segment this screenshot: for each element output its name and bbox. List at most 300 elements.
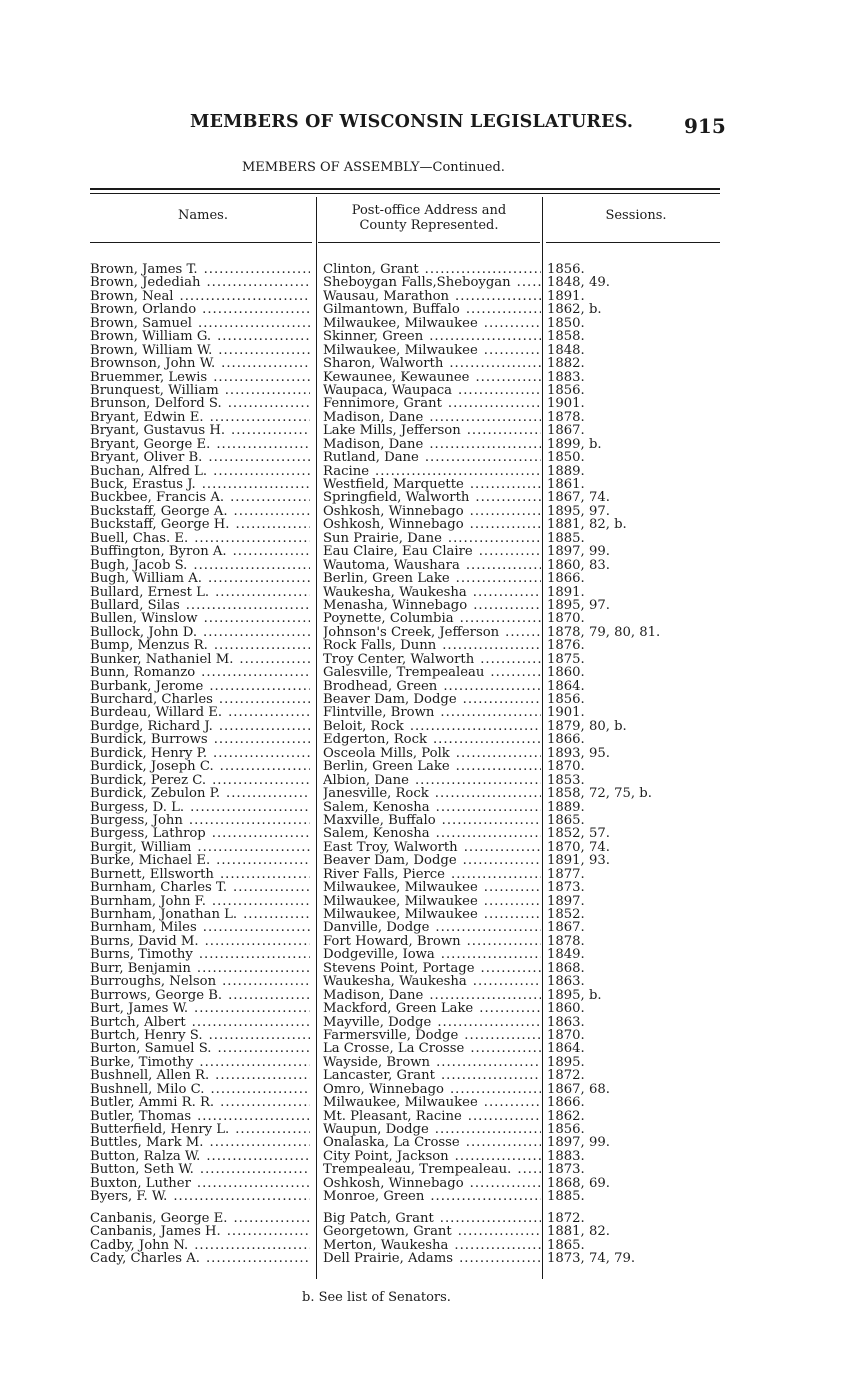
dot-leader bbox=[484, 895, 541, 908]
member-name-text: Burnham, Miles bbox=[90, 921, 197, 935]
member-name-text: Burtch, Henry S. bbox=[90, 1028, 203, 1043]
member-address bbox=[323, 290, 541, 303]
member-sessions bbox=[547, 975, 717, 988]
dot-leader bbox=[429, 989, 541, 1002]
dot-leader bbox=[484, 908, 541, 921]
dot-leader bbox=[467, 935, 541, 948]
member-sessions bbox=[547, 841, 717, 854]
member-sessions-text: 1895, 97. bbox=[547, 504, 610, 519]
member-name bbox=[90, 935, 310, 948]
dot-leader bbox=[456, 572, 541, 585]
member-name-text: Buchan, Alfred L. bbox=[90, 464, 208, 479]
member-name-text: Butterfield, Henry L. bbox=[90, 1123, 230, 1137]
member-address-text: Stevens Point, Portage bbox=[323, 961, 475, 976]
dot-leader bbox=[425, 263, 541, 276]
member-name-text: Butler, Ammi R. R. bbox=[90, 1096, 215, 1110]
member-name bbox=[90, 1150, 310, 1163]
dot-leader bbox=[458, 384, 541, 397]
member-sessions bbox=[547, 653, 717, 666]
member-sessions-text: 1866. bbox=[547, 733, 585, 747]
member-address bbox=[323, 505, 541, 518]
member-address-text: La Crosse, La Crosse bbox=[323, 1042, 465, 1056]
dot-leader bbox=[230, 491, 310, 504]
table-row bbox=[0, 1190, 859, 1203]
dot-leader bbox=[479, 545, 541, 558]
column-header-address-line1: Post-office Address and bbox=[351, 203, 507, 218]
member-name bbox=[90, 962, 310, 975]
member-address bbox=[323, 1069, 541, 1082]
member-address bbox=[323, 371, 541, 384]
dot-leader bbox=[206, 1252, 310, 1265]
member-sessions bbox=[547, 921, 717, 934]
member-name bbox=[90, 801, 310, 814]
member-address-text: Milwaukee, Milwaukee bbox=[323, 1096, 478, 1110]
member-sessions bbox=[547, 451, 717, 464]
dot-leader bbox=[473, 586, 541, 599]
dot-leader bbox=[234, 505, 310, 518]
table-top-rule bbox=[90, 188, 720, 190]
member-address bbox=[323, 747, 541, 760]
dot-leader bbox=[212, 827, 310, 840]
member-name-text: Brunquest, William bbox=[90, 383, 219, 398]
member-address bbox=[323, 572, 541, 585]
table-row bbox=[0, 801, 859, 814]
member-name bbox=[90, 572, 310, 585]
table-row bbox=[0, 465, 859, 478]
member-address-text: Skinner, Green bbox=[323, 330, 424, 344]
member-name-text: Button, Ralza W. bbox=[90, 1149, 201, 1164]
member-name bbox=[90, 276, 310, 289]
member-name-text: Buck, Erastus J. bbox=[90, 478, 196, 492]
dot-leader bbox=[437, 1016, 541, 1029]
member-name-text: Bullard, Silas bbox=[90, 598, 180, 613]
dot-leader bbox=[225, 384, 310, 397]
member-name bbox=[90, 451, 310, 464]
member-sessions-text: 1897, 99. bbox=[547, 1136, 610, 1150]
member-name bbox=[90, 532, 310, 545]
member-name-text: Bullock, John D. bbox=[90, 625, 198, 640]
member-name bbox=[90, 1225, 310, 1238]
member-address bbox=[323, 1110, 541, 1123]
member-address-text: Rutland, Dane bbox=[323, 451, 419, 465]
member-name bbox=[90, 1016, 310, 1029]
dot-leader bbox=[216, 854, 310, 867]
table-row bbox=[0, 572, 859, 585]
member-address bbox=[323, 1177, 541, 1190]
member-address-text: Springfield, Walworth bbox=[323, 491, 470, 505]
member-sessions bbox=[547, 599, 717, 612]
dot-leader bbox=[173, 1190, 310, 1203]
member-sessions bbox=[547, 411, 717, 424]
member-name-text: Brown, Jedediah bbox=[90, 276, 201, 290]
table-row bbox=[0, 787, 859, 800]
dot-leader bbox=[216, 438, 310, 451]
member-sessions-text: 1860. bbox=[547, 1002, 585, 1016]
member-sessions bbox=[547, 935, 717, 948]
table-row bbox=[0, 1029, 859, 1042]
member-sessions bbox=[547, 787, 717, 800]
member-sessions bbox=[547, 559, 717, 572]
table-row bbox=[0, 989, 859, 1002]
table-row bbox=[0, 1163, 859, 1176]
member-address bbox=[323, 639, 541, 652]
dot-leader bbox=[463, 693, 541, 706]
member-sessions-text: 1881, 82, b. bbox=[547, 518, 627, 532]
member-name-text: Burgess, John bbox=[90, 813, 183, 828]
member-address-text: Beloit, Rock bbox=[323, 719, 404, 734]
table-row bbox=[0, 411, 859, 424]
member-address-text: Omro, Winnebago bbox=[323, 1082, 444, 1097]
member-name-text: Burdick, Perez C. bbox=[90, 773, 207, 788]
member-address bbox=[323, 666, 541, 679]
member-name bbox=[90, 505, 310, 518]
member-sessions bbox=[547, 1123, 717, 1136]
member-sessions-text: 1878, 79, 80, 81. bbox=[547, 625, 661, 640]
member-sessions bbox=[547, 680, 717, 693]
member-name-text: Burroughs, Nelson bbox=[90, 975, 217, 989]
member-name-text: Byers, F. W. bbox=[90, 1190, 168, 1204]
dot-leader bbox=[199, 1056, 310, 1069]
member-address bbox=[323, 720, 541, 733]
member-name bbox=[90, 1123, 310, 1136]
table-row bbox=[0, 868, 859, 881]
member-name bbox=[90, 653, 310, 666]
member-name bbox=[90, 1163, 310, 1176]
table-row bbox=[0, 317, 859, 330]
dot-leader bbox=[228, 397, 310, 410]
member-name-text: Bullard, Ernest L. bbox=[90, 585, 210, 599]
member-address bbox=[323, 384, 541, 397]
member-sessions bbox=[547, 518, 717, 531]
member-sessions-text: 1891. bbox=[547, 585, 585, 599]
dot-leader bbox=[202, 478, 310, 491]
member-address bbox=[323, 1083, 541, 1096]
dot-leader bbox=[481, 962, 541, 975]
member-sessions bbox=[547, 733, 717, 746]
member-name-text: Bryant, George E. bbox=[90, 437, 211, 452]
member-name bbox=[90, 344, 310, 357]
member-sessions bbox=[547, 720, 717, 733]
dot-leader bbox=[239, 653, 310, 666]
member-name bbox=[90, 921, 310, 934]
dot-leader bbox=[227, 1225, 310, 1238]
member-address bbox=[323, 962, 541, 975]
member-name bbox=[90, 948, 310, 961]
member-name bbox=[90, 626, 310, 639]
table-row bbox=[0, 397, 859, 410]
member-address-text: Waupun, Dodge bbox=[323, 1123, 429, 1137]
dot-leader bbox=[213, 465, 310, 478]
member-name-text: Burtch, Albert bbox=[90, 1015, 186, 1029]
member-name bbox=[90, 1042, 310, 1055]
member-sessions-text: 1858, 72, 75, b. bbox=[547, 787, 652, 801]
member-address bbox=[323, 989, 541, 1002]
dot-leader bbox=[209, 680, 310, 693]
member-address-text: Galesville, Trempealeau bbox=[323, 666, 485, 680]
dot-leader bbox=[436, 1056, 541, 1069]
member-name-text: Bump, Menzus R. bbox=[90, 639, 208, 653]
member-name-text: Brown, Orlando bbox=[90, 303, 197, 317]
dot-leader bbox=[194, 532, 310, 545]
member-address-text: Mayville, Dodge bbox=[323, 1015, 432, 1029]
table-row bbox=[0, 1016, 859, 1029]
member-address bbox=[323, 921, 541, 934]
dot-leader bbox=[436, 801, 541, 814]
member-address bbox=[323, 1029, 541, 1042]
table-row bbox=[0, 1110, 859, 1123]
header-underline-names bbox=[90, 242, 312, 243]
dot-leader bbox=[517, 1163, 541, 1176]
member-address bbox=[323, 612, 541, 625]
member-address bbox=[323, 586, 541, 599]
dot-leader bbox=[464, 1029, 541, 1042]
member-name-text: Bunn, Romanzo bbox=[90, 666, 196, 680]
member-name bbox=[90, 854, 310, 867]
member-address bbox=[323, 478, 541, 491]
table-row bbox=[0, 1136, 859, 1149]
member-sessions-text: 1870, 74. bbox=[547, 840, 610, 855]
dot-leader bbox=[213, 747, 310, 760]
member-name-text: Cady, Charles A. bbox=[90, 1251, 200, 1266]
dot-leader bbox=[220, 868, 310, 881]
table-row bbox=[0, 1123, 859, 1136]
table-row bbox=[0, 518, 859, 531]
member-address bbox=[323, 801, 541, 814]
dot-leader bbox=[190, 801, 310, 814]
member-name bbox=[90, 612, 310, 625]
member-sessions bbox=[547, 693, 717, 706]
member-sessions bbox=[547, 1042, 717, 1055]
dot-leader bbox=[214, 639, 310, 652]
member-address bbox=[323, 881, 541, 894]
member-sessions-text: 1891. bbox=[547, 289, 585, 304]
dot-leader bbox=[214, 733, 310, 746]
dot-leader bbox=[206, 276, 310, 289]
member-address bbox=[323, 693, 541, 706]
member-sessions-text: 1856. bbox=[547, 263, 585, 277]
dot-leader bbox=[217, 330, 310, 343]
member-name-text: Burnett, Ellsworth bbox=[90, 867, 214, 882]
dot-leader bbox=[435, 787, 541, 800]
member-name-text: Buell, Chas. E. bbox=[90, 531, 189, 546]
dot-leader bbox=[470, 1042, 541, 1055]
member-address-text: Maxville, Buffalo bbox=[323, 813, 436, 828]
dot-leader bbox=[442, 814, 541, 827]
table-row bbox=[0, 371, 859, 384]
dot-leader bbox=[470, 518, 541, 531]
member-name-text: Burnham, Charles T. bbox=[90, 881, 228, 895]
member-sessions-text: 1889. bbox=[547, 800, 585, 814]
member-sessions-text: 1895. bbox=[547, 1055, 585, 1070]
member-name bbox=[90, 693, 310, 706]
dot-leader bbox=[480, 653, 541, 666]
page-number: 915 bbox=[684, 114, 726, 138]
member-address bbox=[323, 263, 541, 276]
dot-leader bbox=[475, 491, 541, 504]
member-sessions-text: 1860, 83. bbox=[547, 558, 610, 573]
member-sessions-text: 1868. bbox=[547, 961, 585, 976]
member-sessions bbox=[547, 1150, 717, 1163]
member-address bbox=[323, 626, 541, 639]
member-address bbox=[323, 774, 541, 787]
table-row bbox=[0, 881, 859, 894]
member-address bbox=[323, 1252, 541, 1265]
dot-leader bbox=[228, 989, 310, 1002]
member-name bbox=[90, 303, 310, 316]
member-address bbox=[323, 411, 541, 424]
dot-leader bbox=[436, 827, 541, 840]
member-sessions-text: 1850. bbox=[547, 451, 585, 465]
dot-leader bbox=[459, 1252, 541, 1265]
member-address-text: Edgerton, Rock bbox=[323, 733, 427, 747]
dot-leader bbox=[448, 397, 541, 410]
member-address bbox=[323, 303, 541, 316]
member-name bbox=[90, 330, 310, 343]
member-address-text: Berlin, Green Lake bbox=[323, 760, 450, 774]
dot-leader bbox=[470, 505, 541, 518]
dot-leader bbox=[218, 344, 310, 357]
member-address bbox=[323, 706, 541, 719]
member-address-text: Monroe, Green bbox=[323, 1190, 425, 1204]
member-address bbox=[323, 868, 541, 881]
member-sessions-text: 1868, 69. bbox=[547, 1176, 610, 1191]
member-address bbox=[323, 935, 541, 948]
member-sessions-text: 1867, 68. bbox=[547, 1082, 610, 1097]
member-sessions bbox=[547, 586, 717, 599]
member-address-text: Beaver Dam, Dodge bbox=[323, 693, 457, 707]
dot-leader bbox=[375, 465, 541, 478]
member-name-text: Bryant, Oliver B. bbox=[90, 451, 203, 465]
dot-leader bbox=[197, 962, 310, 975]
member-sessions-text: 1856. bbox=[547, 693, 585, 707]
member-name-text: Bunker, Nathaniel M. bbox=[90, 652, 234, 667]
member-name bbox=[90, 1069, 310, 1082]
member-name-text: Burchard, Charles bbox=[90, 693, 213, 707]
column-header-sessions: Sessions. bbox=[605, 208, 667, 223]
member-sessions-text: 1891, 93. bbox=[547, 854, 610, 868]
dot-leader bbox=[429, 330, 541, 343]
table-row bbox=[0, 1056, 859, 1069]
dot-leader bbox=[226, 787, 310, 800]
member-sessions bbox=[547, 344, 717, 357]
member-name bbox=[90, 1056, 310, 1069]
dot-leader bbox=[441, 948, 541, 961]
member-name-text: Burdick, Zebulon P. bbox=[90, 787, 221, 801]
member-address bbox=[323, 895, 541, 908]
table-row bbox=[0, 908, 859, 921]
member-address-text: Waupaca, Waupaca bbox=[323, 383, 453, 398]
table-row bbox=[0, 1225, 859, 1238]
dot-leader bbox=[189, 814, 310, 827]
dot-leader bbox=[468, 1110, 541, 1123]
member-sessions bbox=[547, 895, 717, 908]
dot-leader bbox=[435, 921, 541, 934]
dot-leader bbox=[210, 1083, 310, 1096]
member-address-text: Danville, Dodge bbox=[323, 921, 430, 935]
dot-leader bbox=[466, 559, 541, 572]
table-row bbox=[0, 1042, 859, 1055]
member-name-text: Cadby, John N. bbox=[90, 1238, 189, 1252]
member-address-text: Salem, Kenosha bbox=[323, 827, 430, 841]
member-address-text: Mt. Pleasant, Racine bbox=[323, 1109, 462, 1124]
member-name bbox=[90, 438, 310, 451]
member-sessions-text: 1861. bbox=[547, 478, 585, 492]
dot-leader bbox=[460, 612, 541, 625]
member-name bbox=[90, 1177, 310, 1190]
dot-leader bbox=[233, 1212, 310, 1225]
member-name-text: Brown, Neal bbox=[90, 289, 174, 304]
table-row bbox=[0, 653, 859, 666]
member-name-text: Bryant, Edwin E. bbox=[90, 410, 204, 425]
table-top-rule-thin bbox=[90, 193, 720, 194]
dot-leader bbox=[458, 1225, 541, 1238]
member-name-text: Burke, Michael E. bbox=[90, 854, 211, 868]
table-row bbox=[0, 720, 859, 733]
member-address-text: Clinton, Grant bbox=[323, 263, 419, 277]
member-sessions bbox=[547, 263, 717, 276]
dot-leader bbox=[206, 1150, 310, 1163]
member-name-text: Bryant, Gustavus H. bbox=[90, 424, 226, 438]
member-name-text: Burke, Timothy bbox=[90, 1055, 194, 1070]
dot-leader bbox=[197, 841, 310, 854]
member-name bbox=[90, 733, 310, 746]
member-sessions-text: 1866. bbox=[547, 572, 585, 586]
member-address-text: Sheboygan Falls,Sheboygan bbox=[323, 276, 511, 290]
dot-leader bbox=[450, 1083, 541, 1096]
dot-leader bbox=[470, 478, 541, 491]
dot-leader bbox=[443, 680, 541, 693]
dot-leader bbox=[204, 263, 310, 276]
member-name-text: Burns, David M. bbox=[90, 934, 199, 949]
member-address bbox=[323, 465, 541, 478]
dot-leader bbox=[505, 626, 541, 639]
member-address bbox=[323, 545, 541, 558]
member-address bbox=[323, 424, 541, 437]
dot-leader bbox=[451, 868, 541, 881]
member-sessions bbox=[547, 371, 717, 384]
table-row bbox=[0, 760, 859, 773]
member-address bbox=[323, 357, 541, 370]
dot-leader bbox=[429, 411, 541, 424]
member-sessions bbox=[547, 1212, 717, 1225]
member-address bbox=[323, 1190, 541, 1203]
member-address bbox=[323, 908, 541, 921]
member-address bbox=[323, 1212, 541, 1225]
member-address-text: Albion, Dane bbox=[323, 773, 409, 788]
member-sessions-text: 1893, 95. bbox=[547, 746, 610, 761]
table-row bbox=[0, 1212, 859, 1225]
member-name-text: Burdick, Burrows bbox=[90, 733, 208, 747]
member-sessions bbox=[547, 357, 717, 370]
member-sessions-text: 1878. bbox=[547, 410, 585, 425]
table-row bbox=[0, 1083, 859, 1096]
member-sessions-text: 1866. bbox=[547, 1096, 585, 1110]
member-name bbox=[90, 881, 310, 894]
table-row bbox=[0, 733, 859, 746]
table-row bbox=[0, 626, 859, 639]
member-sessions bbox=[547, 1177, 717, 1190]
dot-leader bbox=[203, 626, 310, 639]
member-sessions-text: 1863. bbox=[547, 975, 585, 989]
member-sessions bbox=[547, 962, 717, 975]
dot-leader bbox=[192, 1016, 310, 1029]
member-address-text: Oshkosh, Winnebago bbox=[323, 518, 464, 532]
member-sessions bbox=[547, 438, 717, 451]
member-sessions bbox=[547, 303, 717, 316]
page-title: MEMBERS OF WISCONSIN LEGISLATURES. bbox=[190, 112, 634, 132]
dot-leader bbox=[429, 438, 541, 451]
dot-leader bbox=[210, 1136, 310, 1149]
